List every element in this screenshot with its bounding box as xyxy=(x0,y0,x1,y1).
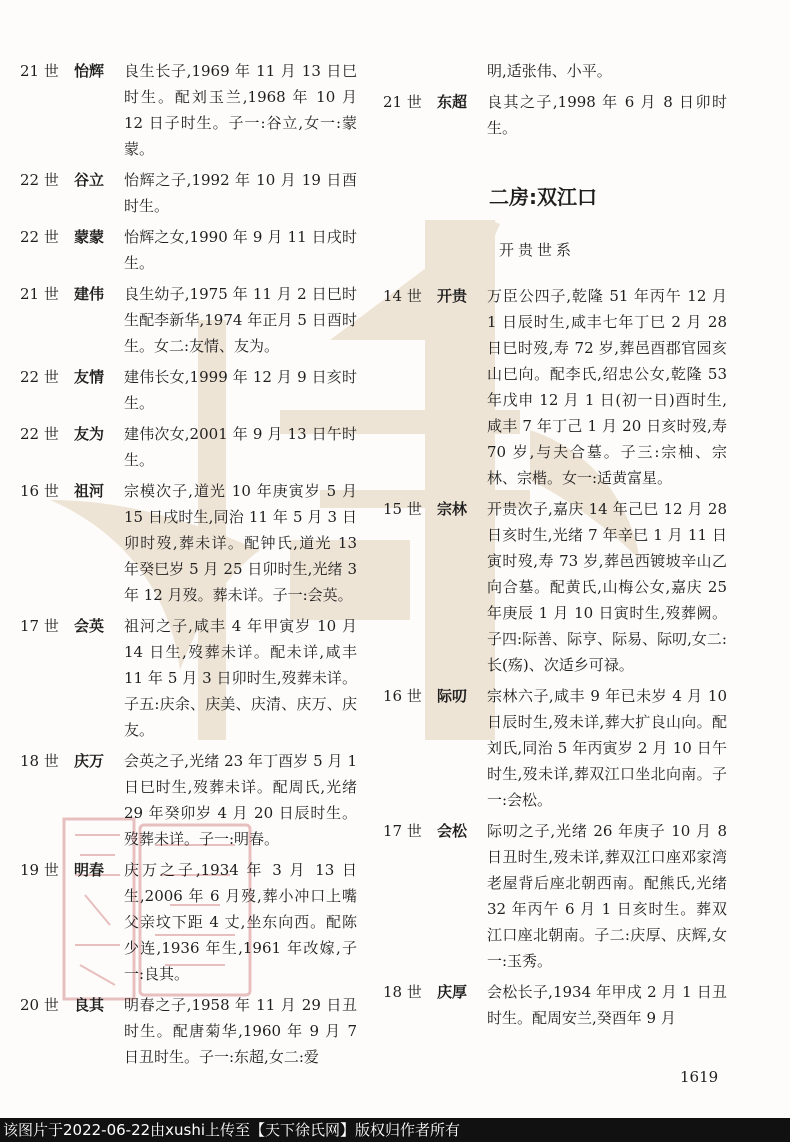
generation-label: 16 世 xyxy=(383,687,422,705)
person-name: 明春 xyxy=(74,861,105,879)
genealogy-entry xyxy=(20,58,365,162)
genealogy-entry xyxy=(383,818,733,974)
genealogy-entry xyxy=(20,224,365,276)
entry-text: 庆万之子,1934 年 3 月 13 日生,2006 年 6 月歿,葬小冲口上嘴父亲坟下距 4 丈,坐东向西。配陈少连,1936 年生,1961 年改嫁,子一:良其。 xyxy=(124,861,357,983)
person-name: 东超 xyxy=(437,93,468,111)
section-heading: 二房:双江口 xyxy=(489,185,597,209)
entry-text: 开贵次子,嘉庆 14 年己巳 12 月 28 日亥时生,光绪 7 年辛巳 1 月 11 日寅时歿,寿 73 岁,葬邑西镀坡辛山乙向合墓。配黄氏,山梅公女,嘉庆 25 年庚辰 1 月 10 日寅时生,歿葬阙。子四:际善、际亨、际易、际叨,女二:长(殇)、次适乡可禄。 xyxy=(487,500,727,674)
person-name: 祖河 xyxy=(74,482,105,500)
genealogy-entry xyxy=(383,496,733,678)
generation-label: 18 世 xyxy=(383,983,422,1001)
genealogy-entry xyxy=(20,992,365,1070)
person-name: 庆万 xyxy=(74,752,105,770)
genealogy-entry xyxy=(383,683,733,813)
entry-text: 建伟次女,2001 年 9 月 13 日午时生。 xyxy=(124,425,357,469)
page-number: 1619 xyxy=(680,1068,719,1086)
generation-label: 17 世 xyxy=(383,822,422,840)
entry-text: 会英之子,光绪 23 年丁酉岁 5 月 1 日巳时生,歿葬未详。配周氏,光绪 29 年癸卯岁 4 月 20 日辰时生。歿葬未详。子一:明春。 xyxy=(124,752,357,848)
generation-label: 14 世 xyxy=(383,287,422,305)
entry-text: 怡辉之子,1992 年 10 月 19 日酉时生。 xyxy=(124,171,357,215)
entry-text: 怡辉之女,1990 年 9 月 11 日戌时生。 xyxy=(124,228,357,272)
person-name: 会英 xyxy=(74,617,105,635)
entry-text: 宗模次子,道光 10 年庚寅岁 5 月 15 日戌时生,同治 11 年 5 月 3 日卯时歿,葬未详。配钟氏,道光 13 年癸巳岁 5 月 25 日卯时生,光绪 3 年 12 月歿。葬未详。子一:会英。 xyxy=(124,482,357,604)
generation-label: 16 世 xyxy=(20,482,59,500)
entry-text: 良生长子,1969 年 11 月 13 日巳时生。配刘玉兰,1968 年 10 月 12 日子时生。子一:谷立,女一:蒙蒙。 xyxy=(124,62,357,158)
entry-text: 祖河之子,咸丰 4 年甲寅岁 10 月 14 日生,歿葬未详。配未详,咸丰 11 年 5 月 3 日卯时生,歿葬未详。子五:庆余、庆美、庆清、庆万、庆友。 xyxy=(124,617,357,739)
person-name: 谷立 xyxy=(74,171,105,189)
generation-label: 22 世 xyxy=(20,425,59,443)
person-name: 会松 xyxy=(437,822,468,840)
person-name: 建伟 xyxy=(74,285,105,303)
entry-text: 明春之子,1958 年 11 月 29 日丑时生。配唐菊华,1960 年 9 月 7 日丑时生。子一:东超,女二:爱 xyxy=(124,996,357,1066)
person-name: 宗林 xyxy=(437,500,468,518)
person-name: 怡辉 xyxy=(74,62,105,80)
entry-text: 良生幼子,1975 年 11 月 2 日巳时生配李新华,1974 年正月 5 日酉时生。女二:友情、友为。 xyxy=(124,285,357,355)
genealogy-entry xyxy=(20,281,365,359)
generation-label: 21 世 xyxy=(20,62,59,80)
person-name: 庆厚 xyxy=(437,983,468,1001)
entry-text: 际叨之子,光绪 26 年庚子 10 月 8 日丑时生,歿未详,葬双江口座邓家湾老屋背后座北朝西南。配熊氏,光绪 32 年丙午 6 月 1 日亥时生。葬双江口座北朝南。子二:庆厚、庆辉,女一:玉秀。 xyxy=(487,822,727,970)
genealogy-entry xyxy=(20,167,365,219)
generation-label: 22 世 xyxy=(20,368,59,386)
generation-label: 21 世 xyxy=(20,285,59,303)
person-name: 开贵 xyxy=(437,287,468,305)
genealogy-entry xyxy=(20,857,365,987)
person-name: 良其 xyxy=(74,996,105,1014)
entry-text: 万臣公四子,乾隆 51 年丙午 12 月 1 日辰时生,咸丰七年丁巳 2 月 28 日巳时歿,寿 72 岁,葬邑酉郡官园亥山巳向。配李氏,绍忠公女,乾隆 53 年戊申 12 月 1 日(初一日)酉时生,咸丰 7 年丁己 1 月 20 日亥时歿,寿 70 岁,与夫合墓。子三:宗柚、宗林、宗楷。女一:适黄富星。 xyxy=(487,287,727,487)
entry-text: 宗林六子,咸丰 9 年已未岁 4 月 10 日辰时生,歿未详,葬大扩良山向。配刘氏,同治 5 年丙寅岁 2 月 10 日午时生,歿未详,葬双江口坐北向南。子一:会松。 xyxy=(487,687,727,809)
entry-text: 良其之子,1998 年 6 月 8 日卯时生。 xyxy=(487,93,727,137)
genealogy-entry xyxy=(20,478,365,608)
generation-label: 18 世 xyxy=(20,752,59,770)
generation-label: 17 世 xyxy=(20,617,59,635)
genealogy-entry xyxy=(20,421,365,473)
generation-label: 22 世 xyxy=(20,171,59,189)
continued-text: 明,适张伟、小平。 xyxy=(487,62,612,80)
genealogy-entry xyxy=(383,89,733,141)
genealogy-entry xyxy=(383,283,733,491)
genealogy-entry xyxy=(383,979,733,1031)
footer-banner: 该图片于2022-06-22由xushi上传至【天下徐氏网】版权归作者所有 xyxy=(0,1118,790,1142)
person-name: 友为 xyxy=(74,425,105,443)
entry-text: 建伟长女,1999 年 12 月 9 日亥时生。 xyxy=(124,368,357,412)
genealogy-entry xyxy=(20,748,365,852)
generation-label: 22 世 xyxy=(20,228,59,246)
left-column xyxy=(20,58,365,1070)
generation-label: 15 世 xyxy=(383,500,422,518)
entry-text: 会松长子,1934 年甲戌 2 月 1 日丑时生。配周安兰,癸酉年 9 月 xyxy=(487,983,727,1027)
person-name: 友情 xyxy=(74,368,105,386)
person-name: 际叨 xyxy=(437,687,468,705)
lineage-subheading: 开贵世系 xyxy=(499,241,576,259)
right-column xyxy=(383,58,733,1031)
genealogy-entry xyxy=(20,364,365,416)
person-name: 蒙蒙 xyxy=(74,228,105,246)
genealogy-entry xyxy=(20,613,365,743)
generation-label: 19 世 xyxy=(20,861,59,879)
generation-label: 20 世 xyxy=(20,996,59,1014)
generation-label: 21 世 xyxy=(383,93,422,111)
